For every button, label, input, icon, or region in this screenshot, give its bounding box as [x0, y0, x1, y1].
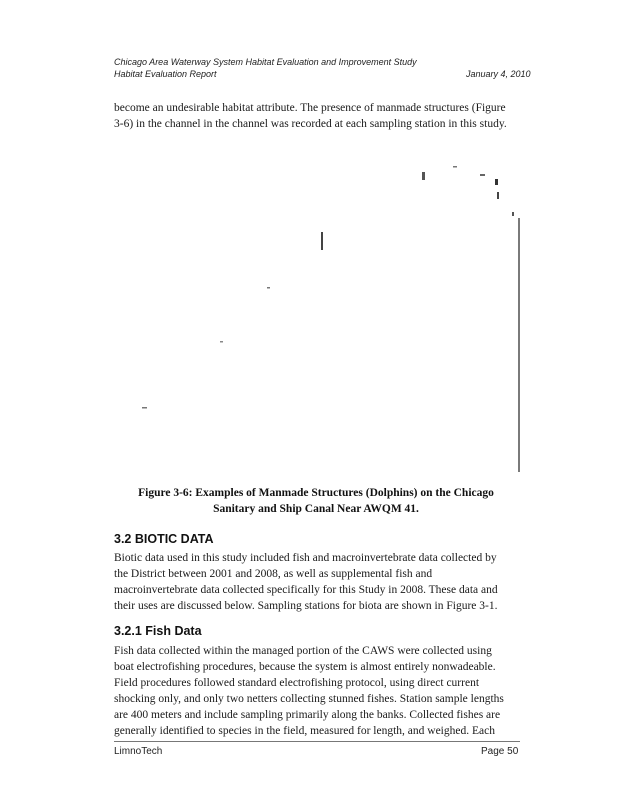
- intro-paragraph: [114, 100, 507, 132]
- structure-mark: [495, 179, 498, 185]
- paragraph-line: are 400 meters and include sampling primarily along the banks. Collected fishes are: [114, 709, 501, 721]
- footer-page-number: Page 50: [481, 746, 519, 757]
- paragraph-line: shocking only, and only two netters collecting stunned fishes. Station sample lengths: [114, 693, 504, 705]
- fish-data-paragraph: [114, 643, 504, 739]
- speck: [453, 166, 457, 168]
- speck: [220, 341, 223, 343]
- footer-rule: [114, 741, 520, 742]
- structure-mark: [497, 192, 499, 199]
- paragraph-line: boat electrofishing procedures, because the system is almost entirely nonwadeable.: [114, 661, 496, 673]
- paragraph-line: Biotic data used in this study included fish and macroinvertebrate data collected by: [114, 552, 497, 564]
- running-header-title: Chicago Area Waterway System Habitat Evaluation and Improvement Study: [114, 57, 417, 67]
- dolphins-photo-remnants: [112, 152, 522, 474]
- intro-line: become an undesirable habitat attribute. The presence of manmade structures (Figure: [114, 102, 506, 114]
- section-heading-biotic-data: 3.2 BIOTIC DATA: [114, 532, 214, 546]
- paragraph-line: macroinvertebrate data collected specifically for this Study in 2008. These data and: [114, 584, 498, 596]
- running-header-date: January 4, 2010: [466, 69, 531, 79]
- biotic-data-paragraph: [114, 550, 498, 614]
- structure-mark: [321, 232, 323, 250]
- paragraph-line: generally identified to species in the field, measured for length, and weighed. Each: [114, 725, 495, 737]
- structure-mark: [422, 172, 425, 180]
- speck: [480, 174, 485, 176]
- paragraph-line: Fish data collected within the managed portion of the CAWS were collected using: [114, 645, 492, 657]
- structure-mark: [512, 212, 514, 216]
- paragraph-line: the District between 2001 and 2008, as well as supplemental fish and: [114, 568, 433, 580]
- paragraph-line: Field procedures followed standard electrofishing protocol, using direct current: [114, 677, 480, 689]
- speck: [142, 407, 147, 409]
- caption-line: Sanitary and Ship Canal Near AWQM 41.: [213, 503, 419, 515]
- paragraph-line: their uses are discussed below. Sampling stations for biota are shown in Figure 3-1.: [114, 600, 498, 612]
- running-header-subtitle: Habitat Evaluation Report: [114, 69, 217, 79]
- figure-photo: [112, 152, 522, 474]
- section-heading-fish-data: 3.2.1 Fish Data: [114, 624, 202, 638]
- caption-line: Figure 3-6: Examples of Manmade Structures (Dolphins) on the Chicago: [138, 487, 494, 499]
- figure-caption: [114, 485, 518, 517]
- speck: [267, 287, 270, 289]
- footer-company: LimnoTech: [114, 746, 163, 757]
- intro-line: 3-6) in the channel in the channel was recorded at each sampling station in this study.: [114, 118, 507, 130]
